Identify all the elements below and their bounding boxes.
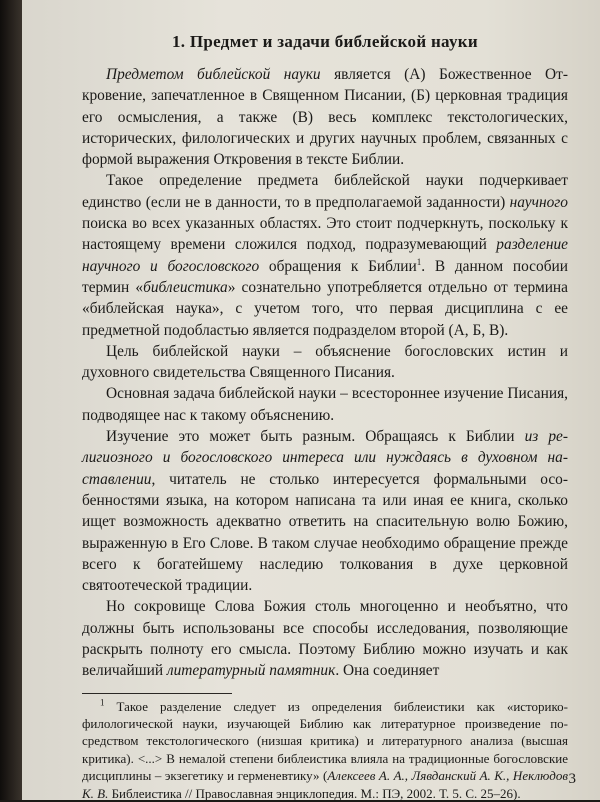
italic-term: из религиозного и богословского интереса или нуждаясь в духовном наставлении	[82, 428, 568, 488]
text-run: Такое разделение следует из определения библеистики как «историко-филологической науки, изучающей Библию как литературное произведение посредством текстологического (низшая критика) и литературного анализа (высшая критика). <...> В немалой степени библеистика влияла на традиционные богословские дисциплины – экзегетику и герменевтику» (	[82, 698, 568, 784]
book-spine-shadow	[0, 0, 22, 800]
italic-term: литературный памятник	[166, 662, 336, 680]
italic-term: Алексеев А. А., Лявданский А. К., Неклюдов К. В.	[82, 768, 568, 801]
text-run: » сознательно употребляется отдельно от термина «библейская наука», с учетом того, что первая дисциплина с ее предметной подобластью является подразделом второй (А, Б, В).	[82, 278, 568, 339]
text-run: , читатель не столько интересуется формальными особенностями языка, на котором написана та или иная ее книга, сколько ищет возможность адекватно ответить на спасительную волю Божию, выраженную в Его Слове. В таком случае необходимо обращение прежде всего к богатейшему наследию толкования в духе церковной святоотеческой традиции.	[82, 470, 568, 595]
text-run: поиска во всех указанных областях. Это стоит подчеркнуть, поскольку к настоящему времени сложился подход, подразумевающий	[82, 215, 568, 254]
text-run: Но сокровище Слова Божия столь многоценно и необъятно, что должны быть использованы все способы исследования, позволяющие раскрыть полноту его смысла. Поэтому Библию можно изучать и как величайший	[82, 598, 568, 680]
italic-term: разделение научного и богословского	[82, 236, 568, 275]
paragraph-3: Цель библейской науки – объяснение богословских истин и духовного свидетельства Священного Писания.	[82, 342, 568, 382]
text-run: . Она соединяет	[335, 662, 440, 680]
footnote-reference: 1	[416, 256, 422, 267]
text-run: Такое определение предмета библейской науки подчеркивает единство (если не в данности, то в предполагаемой заданности)	[82, 172, 568, 211]
paragraph-5	[82, 426, 568, 596]
page-number: 3	[568, 771, 576, 787]
text-run: является (А) Божественное Откровение, запечатленное в Священном Писании, (Б) церковная традиция его осмысления, а также (В) весь комплекс текстологических, исторических, филологических и других научных проблем, связанных с формой выражения Откровения в тексте Библии.	[82, 66, 568, 169]
book-page	[22, 0, 600, 800]
italic-term: библеистика	[143, 278, 228, 296]
footnote-number: 1	[100, 697, 105, 708]
paragraph-2	[82, 170, 568, 340]
footnote-divider	[82, 693, 232, 694]
paragraph-4: Основная задача библейской науки – всестороннее изучение Писания, подводящее нас к такому объяснению.	[82, 385, 568, 424]
text-run: Изучение это может быть разным. Обращаясь к Библии	[106, 428, 525, 446]
text-run: . В данном пособии термин «	[82, 257, 568, 296]
text-run: обращения к Библии	[259, 257, 417, 275]
footnote	[82, 698, 568, 802]
text-run: Библеистика // Православная энциклопедия. М.: ПЭ, 2002. Т. 5. С. 25–26).	[108, 785, 521, 801]
paragraph-6	[82, 596, 568, 681]
section-heading: 1. Предмет и задачи библейской науки	[172, 32, 478, 51]
italic-term: Предметом библейской науки	[106, 66, 321, 83]
page-content	[82, 32, 568, 802]
paragraph-1	[82, 64, 568, 170]
italic-term: научного	[509, 193, 568, 211]
